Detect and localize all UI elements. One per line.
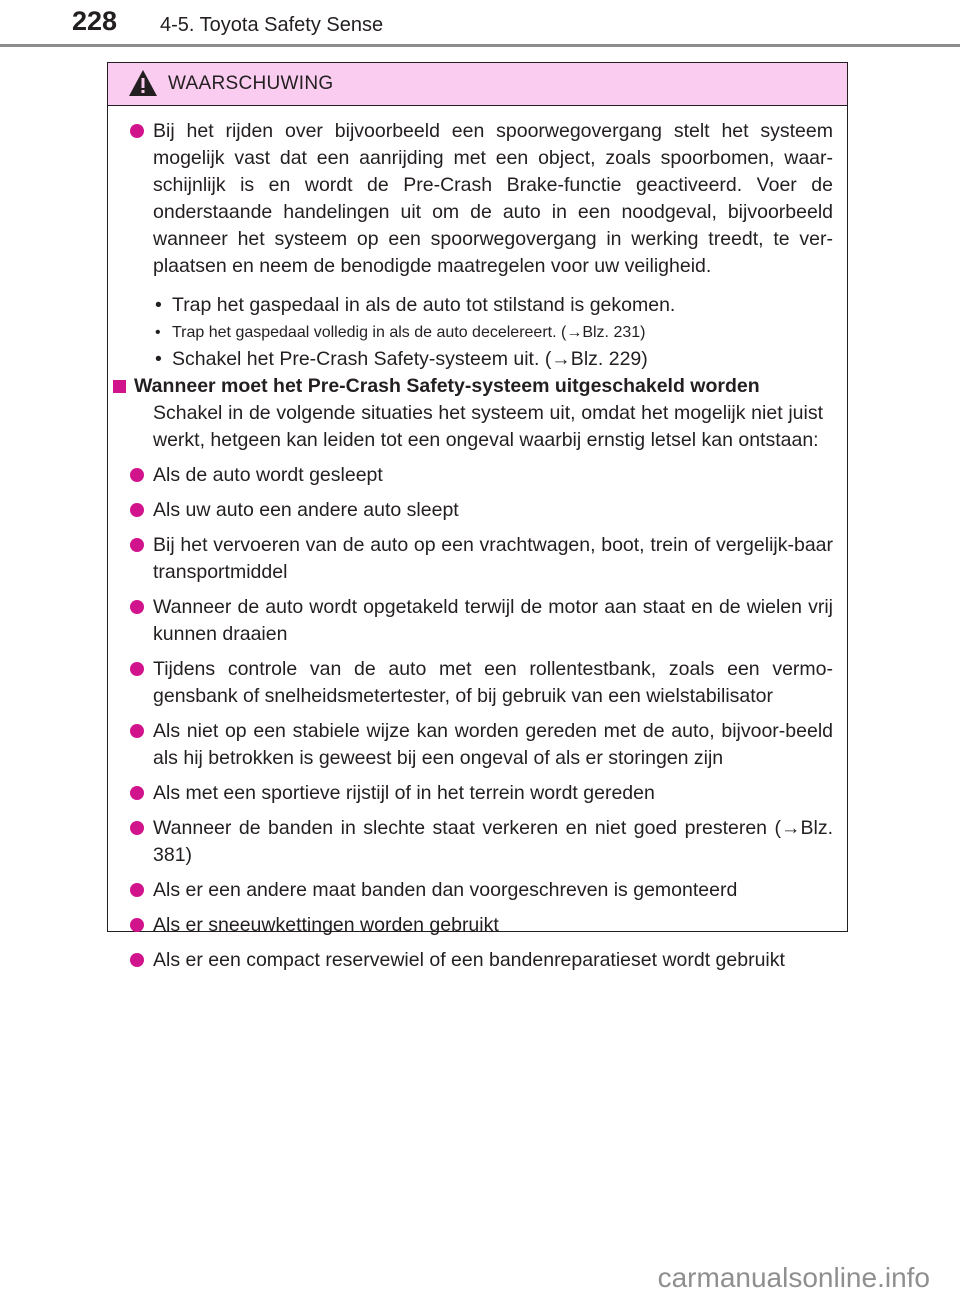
sub-bullet: • Trap het gaspedaal volledig in als de auto decelereert. (→Blz. 231) [108,319,847,346]
list-item: Bij het vervoeren van de auto op een vrachtwagen, boot, trein of vergelijk-baar transportmiddel [108,532,847,586]
list-item: Als er sneeuwkettingen worden gebruikt [108,912,847,939]
bullet-dot-icon [130,662,144,676]
bullet-dot-icon [130,918,144,932]
list-item: Als de auto wordt gesleept [108,462,847,489]
square-bullet-icon [113,380,126,393]
warning-box [107,62,848,971]
bullet-dot-icon [130,538,144,552]
warning-content [108,106,847,974]
bullet-dot-icon [130,600,144,614]
list-item: Als er een andere maat banden dan voorgeschreven is gemonteerd [108,877,847,904]
footer-watermark: carmanualsonline.info [657,1262,930,1293]
bullet-dot-icon [130,503,144,517]
bullet-dot-icon [130,821,144,835]
page-number: 228 [72,6,118,36]
bullet-dot-icon [130,468,144,482]
list-item: Wanneer de auto wordt opgetakeld terwijl de motor aan staat en de wielen vrij kunnen draaien [108,594,847,648]
list-item: Bij het rijden over bijvoorbeeld een spoorwegovergang stelt het systeem mogelijk vast dat een aanrijding met een object, zoals spoorbomen, waar-schijnlijk is en wordt de Pre-Crash Brake-functie geactiveerd. Voer de onderstaande handelingen uit om de auto in een noodgeval, bijvoorbeeld wanneer het systeem op een spoorwegovergang in werking treedt, te ver-plaatsen en neem de benodigde maatregelen voor uw veiligheid. [108,118,847,280]
conditions-list [108,454,847,974]
bullet-icon: • [155,324,161,341]
bullet-icon: • [155,294,162,316]
bullet-dot-icon [130,124,144,138]
list-item: Als met een sportieve rijstijl of in het terrein wordt gereden [108,780,847,807]
warning-header [108,63,847,106]
list-item: Als uw auto een andere auto sleept [108,497,847,524]
bullet-dot-icon [130,883,144,897]
warning-triangle-icon [128,69,158,97]
section-title: 4-5. Toyota Safety Sense [160,14,384,36]
sub-bullet: • Schakel het Pre-Crash Safety-systeem uit. (→Blz. 229) [108,346,847,373]
list-item: Tijdens controle van de auto met een rollentestbank, zoals een vermo-gensbank of snelheidsmetertester, of bij gebruik van een wielstabilisator [108,656,847,710]
section-paragraph: Schakel in de volgende situaties het systeem uit, omdat het mogelijk niet juist werkt, hetgeen kan leiden tot een ongeval waarbij ernstig letsel kan ontstaan: [153,402,823,451]
bullet-icon: • [155,348,162,370]
list-item: Wanneer de banden in slechte staat verkeren en niet goed presteren (→Blz. 381) [108,815,847,869]
list-item: Als er een compact reservewiel of een bandenreparatieset wordt gebruikt [108,947,847,974]
warning-title: WAARSCHUWING [168,73,334,94]
header-divider [0,44,960,47]
bullet-dot-icon [130,786,144,800]
list-item: Als niet op een stabiele wijze kan worden gereden met de auto, bijvoor-beeld als hij betrokken is geweest bij een ongeval of als er storingen zijn [108,718,847,772]
section-heading: Wanneer moet het Pre-Crash Safety-systeem uitgeschakeld worden [108,373,847,400]
bullet-dot-icon [130,724,144,738]
bullet-dot-icon [130,953,144,967]
sub-bullet: • Trap het gaspedaal in als de auto tot stilstand is gekomen. [108,292,847,319]
